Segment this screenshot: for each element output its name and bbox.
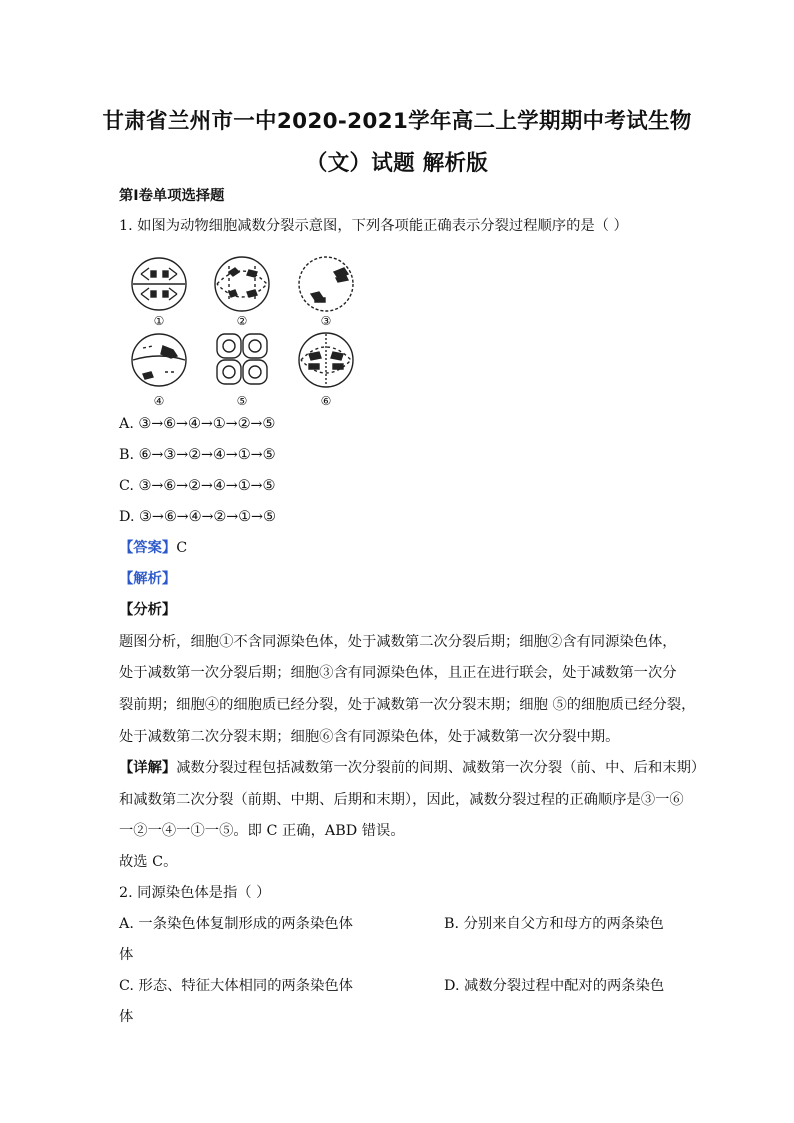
question-2-stem: 2. 同源染色体是指（ ） (119, 885, 271, 901)
cell-4 (132, 334, 186, 386)
section-heading: 第I卷单项选择题 (119, 188, 225, 204)
analysis-line-1: 题图分析，细胞①不含同源染色体，处于减数第二次分裂后期；细胞②含有同源染色体， (119, 634, 677, 650)
figure-label-6: ⑥ (320, 394, 332, 408)
answer-tag: 【答案】 (119, 540, 177, 556)
figure-label-4: ④ (153, 394, 165, 408)
figure-label-2: ② (236, 314, 248, 328)
detail-text-1: 减数分裂过程包括减数第一次分裂前的间期、减数第一次分裂（前、中、后和末期） (176, 760, 706, 776)
q2-option-c: C. 形态、特征大体相同的两条染色体 (119, 978, 353, 994)
q1-option-d: D. ③→⑥→④→②→①→⑤ (119, 509, 276, 525)
q2-option-b-wrap: 体 (119, 947, 134, 963)
fenxi-tag: 【分析】 (119, 602, 177, 618)
detail-tag: 【详解】 (119, 760, 177, 776)
q1-option-a: A. ③→⑥→④→①→②→⑤ (119, 416, 276, 432)
cell-5 (217, 334, 267, 384)
analysis-line-2: 处于减数第一次分裂后期；细胞③含有同源染色体，且正在进行联会，处于减数第一次分 (119, 665, 677, 681)
q1-conclusion: 故选 C。 (119, 854, 178, 870)
figure-label-5: ⑤ (236, 394, 248, 408)
figure-label-1: ① (153, 314, 165, 328)
document-title-line2: （文）试题 解析版 (305, 151, 489, 176)
answer-value: C (176, 540, 188, 556)
cell-3 (299, 257, 353, 311)
q2-option-b: B. 分别来自父方和母方的两条染色 (444, 916, 664, 932)
analysis-line-3: 裂前期；细胞④的细胞质已经分裂，处于减数第一次分裂末期；细胞 ⑤的细胞质已经分裂， (119, 697, 696, 713)
detail-line-2: 和减数第二次分裂（前期、中期、后期和末期），因此，减数分裂过程的正确顺序是③一⑥ (119, 792, 684, 808)
q1-answer-row (119, 538, 187, 558)
meiosis-cells-figure (129, 252, 369, 412)
q2-option-d: D. 减数分裂过程中配对的两条染色 (444, 978, 665, 994)
q2-option-a: A. 一条染色体复制形成的两条染色体 (119, 916, 353, 932)
q1-option-c: C. ③→⑥→②→④→①→⑤ (119, 478, 276, 494)
cell-6 (299, 333, 353, 387)
q2-option-d-wrap: 体 (119, 1009, 134, 1025)
analysis-line-4: 处于减数第二次分裂末期；细胞⑥含有同源染色体，处于减数第一次分裂中期。 (119, 729, 620, 745)
jiexi-tag: 【解析】 (119, 571, 177, 587)
cell-1 (132, 258, 186, 310)
q1-option-b: B. ⑥→③→②→④→①→⑤ (119, 447, 276, 463)
cell-2 (215, 257, 269, 311)
question-1-stem: 1. 如图为动物细胞减数分裂示意图，下列各项能正确表示分裂过程顺序的是（ ） (119, 218, 628, 234)
figure-label-3: ③ (320, 314, 332, 328)
detail-line-1 (119, 758, 705, 778)
detail-line-3: 一②一④一①一⑤。即 C 正确，ABD 错误。 (119, 823, 405, 839)
document-title-line1: 甘肃省兰州市一中2020-2021学年高二上学期期中考试生物 (102, 109, 692, 134)
